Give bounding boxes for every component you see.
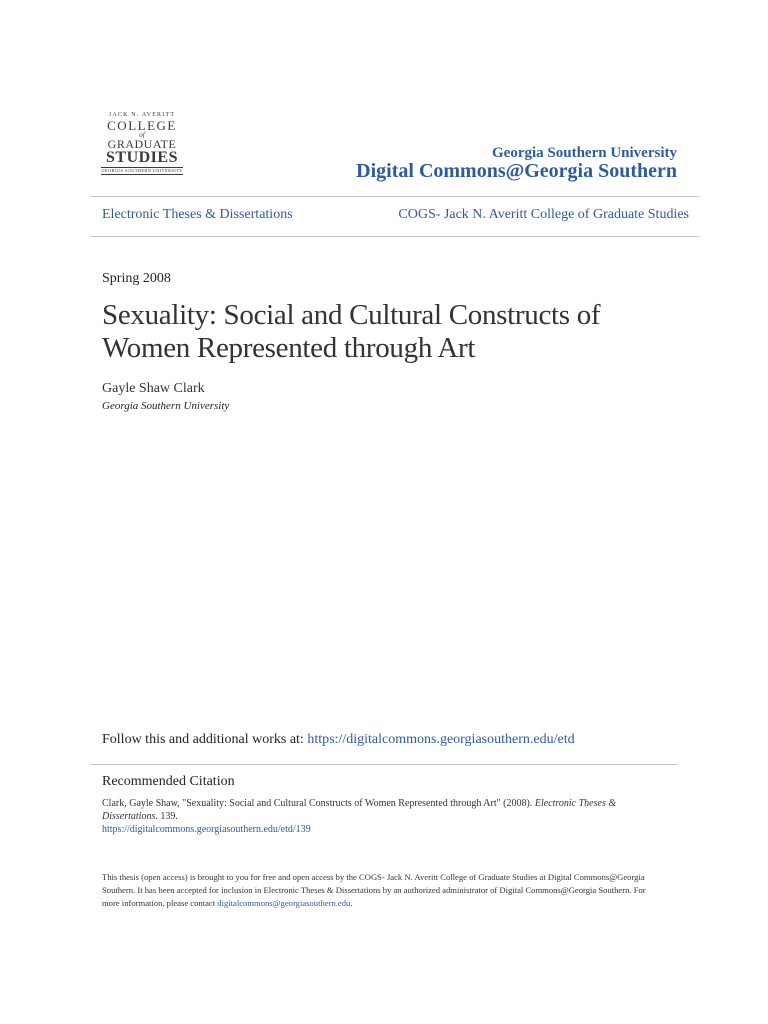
divider-nav: [90, 236, 700, 237]
logo-line-3: of: [139, 131, 145, 139]
logo-line-6: GEORGIA SOUTHERN UNIVERSITY: [101, 168, 183, 173]
notice-end: .: [350, 898, 353, 908]
college-link[interactable]: COGS- Jack N. Averitt College of Graduate Studies: [398, 207, 689, 222]
citation-series: Electronic Theses & Dissertations: [102, 798, 617, 822]
university-name: Georgia Southern University: [492, 145, 677, 161]
collection-link[interactable]: Electronic Theses & Dissertations: [102, 207, 293, 222]
author-name: Gayle Shaw Clark: [102, 381, 205, 396]
logo-line-2: COLLEGE: [107, 118, 177, 133]
document-title: Sexuality: Social and Cultural Constructs of Women Represented through Art: [102, 299, 601, 364]
access-notice: [102, 871, 662, 910]
notice-text: This thesis (open access) is brought to you for free and open access by the COGS- Jack N. Averitt College of Graduate Studies at Digital Commons@Georgia Southern. It has been accepted for inclusion in Electronic Theses & Dissertations by an authorized administrator of Digital Commons@Georgia Southern. For more information, please contact: [102, 872, 646, 908]
repository-link[interactable]: Digital Commons@Georgia Southern: [356, 160, 677, 182]
divider-top: [90, 196, 700, 197]
college-logo: [101, 111, 183, 175]
contact-email-link[interactable]: digitalcommons@georgiasouthern.edu: [217, 898, 351, 908]
author-affiliation: Georgia Southern University: [102, 400, 230, 412]
follow-label: Follow this and additional works at:: [102, 732, 308, 747]
citation-number: . 139.: [155, 811, 178, 822]
follow-url-link[interactable]: https://digitalcommons.georgiasouthern.edu/etd: [307, 732, 575, 747]
publication-date: Spring 2008: [102, 271, 171, 286]
citation-url-link[interactable]: https://digitalcommons.georgiasouthern.edu/etd/139: [102, 824, 311, 835]
citation-text: [102, 797, 662, 823]
citation-main: Clark, Gayle Shaw, "Sexuality: Social and Cultural Constructs of Women Represented through Art" (2008).: [102, 798, 535, 809]
logo-line-5: STUDIES: [106, 149, 178, 166]
follow-line: [102, 732, 575, 748]
citation-heading: Recommended Citation: [102, 774, 235, 789]
divider-citation: [90, 764, 678, 765]
logo-line-4: GRADUATE: [107, 137, 177, 151]
logo-line-1: JACK N. AVERITT: [108, 112, 176, 118]
